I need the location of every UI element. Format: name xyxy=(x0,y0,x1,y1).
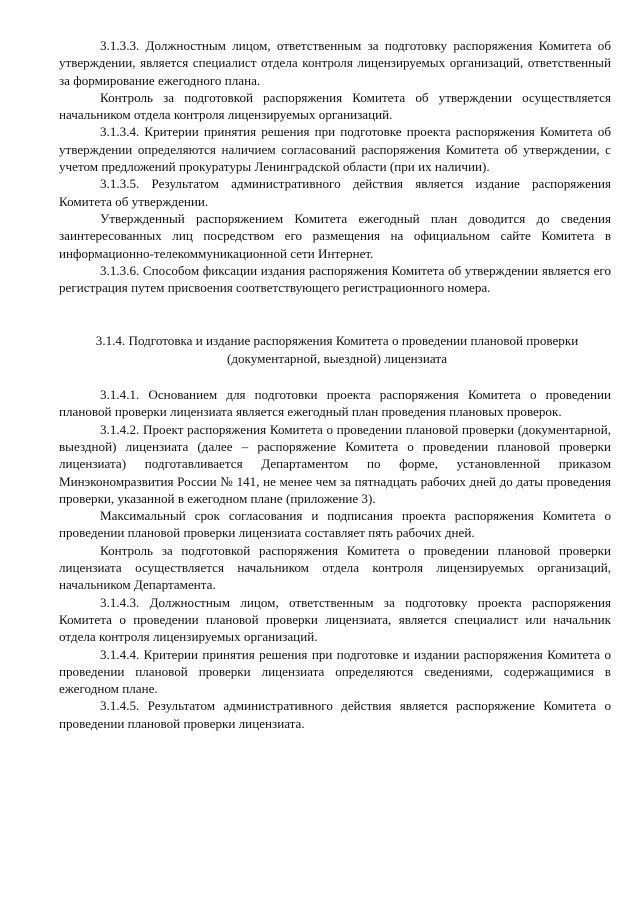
paragraph-max-term: Максимальный срок согласования и подписания проекта распоряжения Комитета о проведении плановой проверки лицензиата составляет пять рабочих дней. xyxy=(59,508,611,541)
paragraph-3-1-3-5: 3.1.3.5. Результатом административного действия является издание распоряжения Комитета об утверждении. xyxy=(59,176,611,209)
paragraph-3-1-4-4: 3.1.4.4. Критерии принятия решения при подготовке и издании распоряжения Комитета о проведении плановой проверки лицензиата определяются сведениями, содержащимися в ежегодном плане. xyxy=(59,646,611,697)
paragraph-3-1-3-4: 3.1.3.4. Критерии принятия решения при подготовке проекта распоряжения Комитета об утверждении определяются наличием согласований распоряжения Комитета об утверждении, с учетом предложений прокуратуры Ленинградской области (при их наличии). xyxy=(59,124,611,175)
paragraph-3-1-4-5: 3.1.4.5. Результатом административного действия является распоряжение Комитета о проведении плановой проверки лицензиата. xyxy=(59,698,611,731)
paragraph-control-approval: Контроль за подготовкой распоряжения Комитета об утверждении осуществляется начальником отдела контроля лицензируемых организаций. xyxy=(59,89,611,123)
paragraph-3-1-4-1: 3.1.4.1. Основанием для подготовки проекта распоряжения Комитета о проведении плановой проверки лицензиата является ежегодный план проведения плановых проверок. xyxy=(59,387,611,420)
paragraph-plan-publication: Утвержденный распоряжением Комитета ежегодный план доводится до сведения заинтересованных лиц посредством его размещения на официальном сайте Комитета в информационно-телекоммуникационной сети Интернет. xyxy=(59,210,611,261)
paragraph-3-1-3-3: 3.1.3.3. Должностным лицом, ответственным за подготовку распоряжения Комитета об утверждении, является специалист отдела контроля лицензируемых организаций, ответственный за формирование ежегодного плана. xyxy=(59,38,611,88)
paragraph-3-1-4-2: 3.1.4.2. Проект распоряжения Комитета о проведении плановой проверки (документарной, выездной) лицензиата (далее – распоряжение Комитета о проведении плановой проверки лицензиата) подготавливается Департаментом по форме, установленной приказом Минэкономразвития России № 141, не менее чем за пятнадцать рабочих дней до даты проведения проверки, указанной в ежегодном плане (приложение 3). xyxy=(59,421,611,506)
paragraph-3-1-3-6: 3.1.3.6. Способом фиксации издания распоряжения Комитета об утверждении является его регистрация путем присвоения соответствующего регистрационного номера. xyxy=(59,262,611,296)
paragraph-control-inspection: Контроль за подготовкой распоряжения Комитета о проведении плановой проверки лицензиата осуществляется начальником отдела контроля лицензируемых организаций, начальником Департамента. xyxy=(59,542,611,593)
paragraph-3-1-4-3: 3.1.4.3. Должностным лицом, ответственным за подготовку проекта распоряжения Комитета о проведении плановой проверки лицензиата, является специалист или начальник отдела контроля лицензируемых организаций. xyxy=(59,594,611,645)
section-heading-3-1-4: 3.1.4. Подготовка и издание распоряжения Комитета о проведении плановой проверки (документарной, выездной) лицензиата xyxy=(95,333,579,366)
